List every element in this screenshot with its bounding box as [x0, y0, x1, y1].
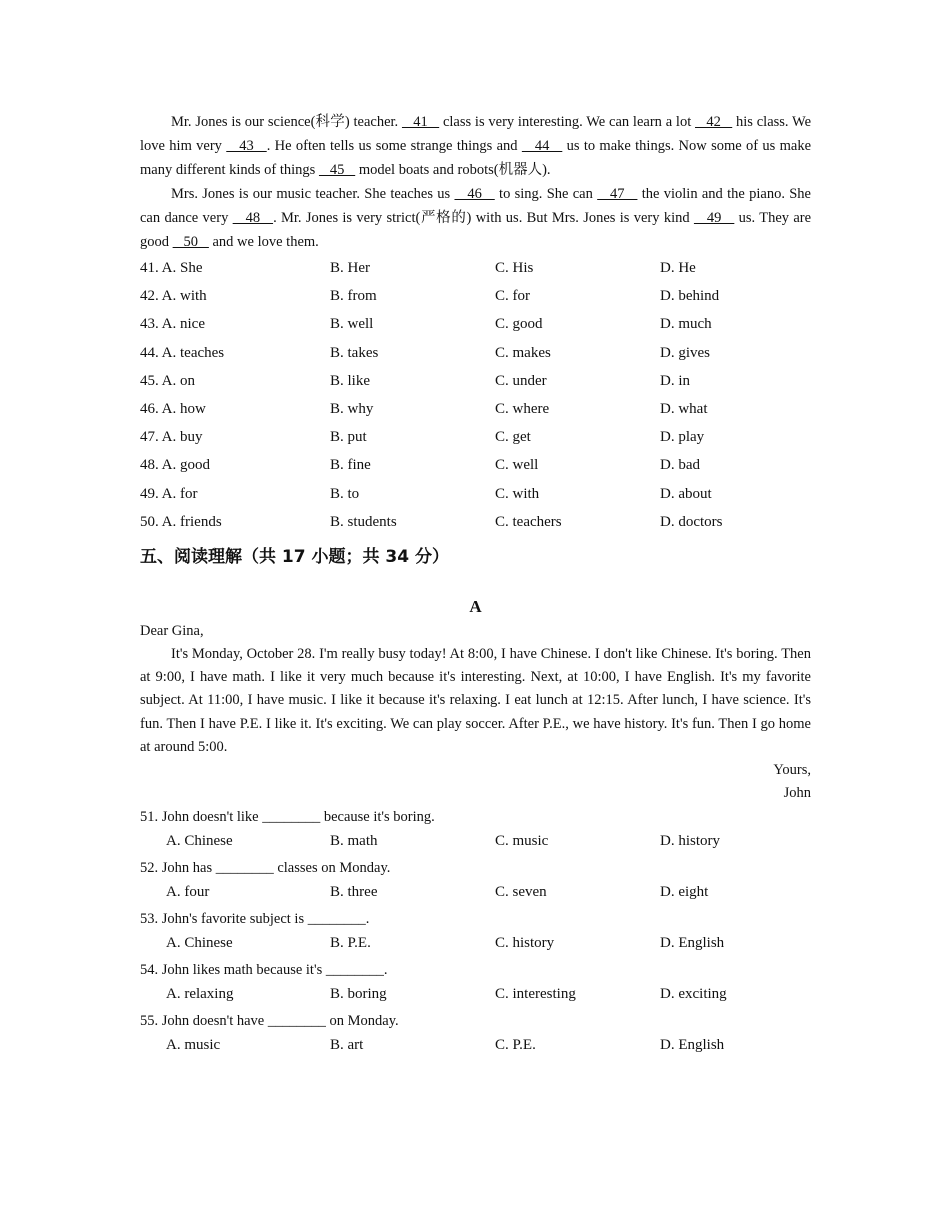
option-d: D. behind	[660, 288, 720, 305]
blank-48: 48	[232, 210, 274, 226]
section-title: 五、阅读理解（共 17 小题；共 34 分）	[140, 546, 449, 567]
letter-greeting: Dear Gina,	[140, 622, 204, 639]
option-a: 48. A. good	[140, 457, 211, 474]
question-stem: 54. John likes math because it's ________.	[140, 961, 388, 978]
option-d: D. English	[660, 934, 725, 951]
question-options	[140, 1033, 811, 1057]
option-b: B. why	[330, 400, 374, 417]
option-c: C. interesting	[495, 985, 576, 1002]
blank-49: 49	[693, 210, 735, 226]
option-row-50	[140, 508, 811, 536]
option-row-42	[140, 282, 811, 310]
option-c: C. well	[495, 457, 539, 474]
option-d: D. play	[660, 429, 705, 446]
option-d: D. what	[660, 400, 708, 417]
text-segment: class is very interesting. We can learn a lot	[439, 114, 696, 130]
blank-50: 50	[172, 234, 209, 250]
text-segment: us to make things. Now some of us make many different kinds of things	[140, 138, 812, 178]
option-b: B. to	[330, 485, 360, 502]
text-segment: and we love them.	[208, 234, 319, 250]
option-row-41	[140, 254, 811, 282]
option-a: A. four	[166, 883, 210, 900]
text-segment: Mrs. Jones is our music teacher. She teaches us	[171, 186, 455, 202]
question-54	[140, 959, 811, 1006]
cloze-options	[140, 254, 811, 536]
letter-body: It's Monday, October 28. I'm really busy today! At 8:00, I have Chinese. I don't like Chinese. It's boring. Then at 9:00, I have math. I like it very much because it's interesting. Next, at 10:00, I have English. It's my favorite subject. At 11:00, I have music. I like it because it's relaxing. I eat lunch at 12:15. After lunch, I have science. It's fun. Then I have P.E. I like it. It's exciting. We can play soccer. After P.E., we have history. It's fun. Then I go home at around 5:00.	[140, 646, 811, 755]
question-options	[140, 880, 811, 904]
option-a: 44. A. teaches	[140, 344, 225, 361]
option-row-46	[140, 395, 811, 423]
option-a: 46. A. how	[140, 400, 206, 417]
cloze-paragraph-2	[140, 182, 811, 254]
option-b: B. from	[330, 288, 377, 305]
option-c: C. under	[495, 372, 547, 389]
option-a: 47. A. buy	[140, 429, 203, 446]
option-c: C. with	[495, 485, 540, 502]
text-segment: us. They are good	[140, 210, 812, 250]
option-row-48	[140, 451, 811, 479]
option-d: D. history	[660, 832, 720, 849]
option-d: D. about	[660, 485, 712, 502]
blank-44: 44	[521, 138, 563, 154]
question-stem: 53. John's favorite subject is ________.	[140, 910, 370, 927]
option-row-45	[140, 367, 811, 395]
question-53	[140, 908, 811, 955]
option-b: B. math	[330, 832, 378, 849]
text-segment: model boats and robots(机器人).	[355, 162, 551, 178]
option-d: D. exciting	[660, 985, 727, 1002]
question-options	[140, 829, 811, 853]
blank-41: 41	[401, 114, 440, 130]
passage-title: A	[469, 596, 482, 616]
option-b: B. three	[330, 883, 378, 900]
blank-46: 46	[454, 186, 495, 202]
text-segment: . Mr. Jones is very strict(严格的) with us. But Mrs. Jones is very kind	[273, 210, 694, 226]
question-stem: 55. John doesn't have ________ on Monday.	[140, 1012, 399, 1029]
text-segment: Mr. Jones is our science(科学) teacher.	[171, 114, 402, 130]
option-d: D. in	[660, 372, 690, 389]
letter-signature: John	[783, 785, 811, 802]
option-d: D. He	[660, 260, 696, 276]
option-b: B. like	[330, 372, 370, 389]
option-c: C. music	[495, 832, 549, 849]
option-b: B. fine	[330, 457, 371, 474]
option-a: A. Chinese	[166, 934, 233, 951]
option-b: B. put	[330, 429, 367, 446]
text-segment: his class. We love him very	[140, 114, 812, 154]
option-d: D. much	[660, 316, 712, 333]
option-b: B. P.E.	[330, 934, 371, 951]
option-c: C. teachers	[495, 513, 562, 530]
option-a: 50. A. friends	[140, 513, 222, 530]
content-area	[140, 110, 811, 1061]
option-c: C. His	[495, 260, 534, 276]
option-d: D. eight	[660, 883, 709, 900]
option-c: C. seven	[495, 883, 547, 900]
option-a: 49. A. for	[140, 485, 198, 502]
option-row-44	[140, 339, 811, 367]
letter-closing: Yours,	[773, 762, 811, 779]
option-a: 43. A. nice	[140, 316, 205, 333]
option-b: B. takes	[330, 344, 379, 361]
cloze-paragraph-1	[140, 110, 811, 182]
blank-47: 47	[597, 186, 638, 202]
option-c: C. for	[495, 288, 530, 305]
option-a: A. relaxing	[166, 985, 234, 1002]
blank-42: 42	[695, 114, 733, 130]
question-51	[140, 806, 811, 853]
question-55	[140, 1010, 811, 1057]
option-row-49	[140, 480, 811, 508]
option-c: C. makes	[495, 344, 551, 361]
blank-45: 45	[318, 162, 356, 178]
option-d: D. doctors	[660, 513, 723, 530]
option-a: 41. A. She	[140, 260, 203, 276]
option-b: B. students	[330, 513, 397, 530]
option-c: C. where	[495, 400, 550, 417]
question-options	[140, 931, 811, 955]
option-a: 42. A. with	[140, 288, 207, 305]
question-stem: 52. John has ________ classes on Monday.	[140, 859, 391, 876]
option-c: C. get	[495, 429, 531, 446]
option-d: D. English	[660, 1036, 725, 1053]
option-row-43	[140, 310, 811, 338]
option-row-47	[140, 423, 811, 451]
blank-43: 43	[226, 138, 267, 154]
text-segment: the violin and the piano. She can dance very	[140, 186, 811, 226]
option-b: B. boring	[330, 985, 387, 1002]
option-c: C. good	[495, 316, 543, 333]
option-a: A. music	[166, 1036, 221, 1053]
option-a: 45. A. on	[140, 372, 196, 389]
option-d: D. bad	[660, 457, 700, 474]
question-options	[140, 982, 811, 1006]
text-segment: . He often tells us some strange things and	[266, 138, 522, 154]
option-c: C. history	[495, 934, 555, 951]
option-d: D. gives	[660, 344, 710, 361]
option-a: A. Chinese	[166, 832, 233, 849]
option-b: B. art	[330, 1036, 364, 1053]
question-stem: 51. John doesn't like ________ because it's boring.	[140, 808, 435, 825]
option-b: B. well	[330, 316, 374, 333]
text-segment: to sing. She can	[494, 186, 598, 202]
question-52	[140, 857, 811, 904]
option-b: B. Her	[330, 260, 370, 276]
option-c: C. P.E.	[495, 1036, 536, 1053]
